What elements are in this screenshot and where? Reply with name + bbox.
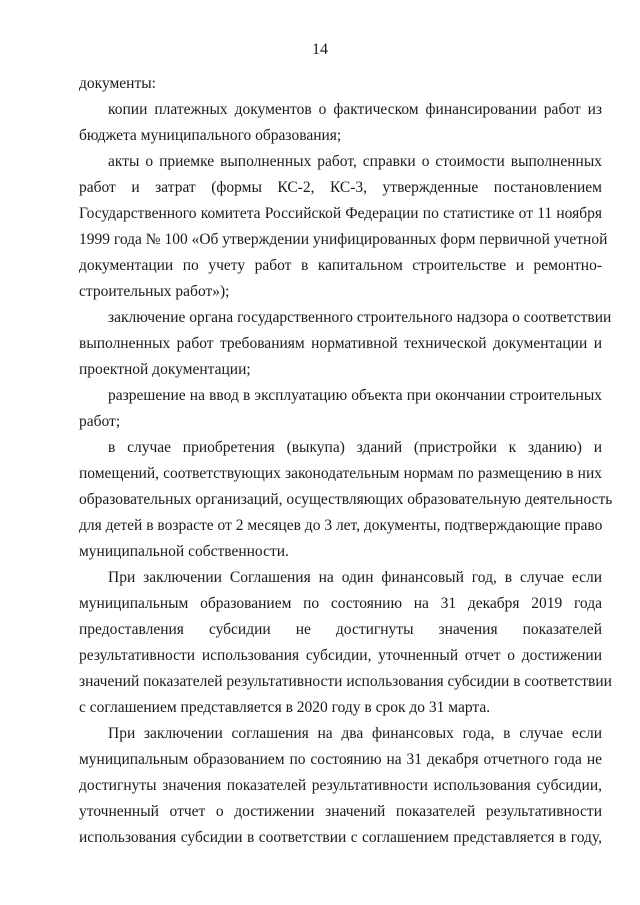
text-line: образовательных организаций, осуществляющих образовательную деятельность xyxy=(79,491,613,508)
text-line: При заключении Соглашения на один финансовый год, в случае если xyxy=(108,569,602,586)
text-line: помещений, соответствующих законодательным нормам по размещению в них xyxy=(79,465,602,482)
text-line: Государственного комитета Российской Федерации по статистике от 11 ноября xyxy=(79,205,602,222)
text-line: предоставления субсидии не достигнуты значения показателей xyxy=(79,621,602,638)
text-line: использования субсидии в соответствии с соглашением представляется в году, xyxy=(79,829,602,846)
text-line: акты о приемке выполненных работ, справки о стоимости выполненных xyxy=(108,153,602,170)
text-line: работ и затрат (формы КС-2, КС-3, утвержденные постановлением xyxy=(79,179,602,196)
text-line: муниципальным образованием по состоянию на 31 декабря отчетного года не xyxy=(79,751,602,768)
text-line: результативности использования субсидии, уточненный отчет о достижении xyxy=(79,647,602,664)
text-line: 1999 года № 100 «Об утверждении унифицированных форм первичной учетной xyxy=(79,231,608,248)
text-line: муниципальной собственности. xyxy=(79,543,289,560)
text-line: выполненных работ требованиям нормативной технической документации и xyxy=(79,335,602,352)
text-line: в случае приобретения (выкупа) зданий (пристройки к зданию) и xyxy=(108,439,602,456)
text-line: документы: xyxy=(79,75,156,92)
text-line: с соглашением представляется в 2020 году в срок до 31 марта. xyxy=(79,699,491,716)
text-line: заключение органа государственного строительного надзора о соответствии xyxy=(108,309,612,326)
page-number: 14 xyxy=(312,41,328,58)
text-line: проектной документации; xyxy=(79,361,251,378)
text-line: значений показателей результативности использования субсидии в соответствии xyxy=(79,673,612,690)
text-line: бюджета муниципального образования; xyxy=(79,127,342,144)
text-line: копии платежных документов о фактическом финансировании работ из xyxy=(108,101,602,118)
text-line: документации по учету работ в капитальном строительстве и ремонтно- xyxy=(79,257,602,274)
text-line: строительных работ»); xyxy=(79,283,230,300)
text-line: работ; xyxy=(79,413,121,430)
text-line: При заключении соглашения на два финансовых года, в случае если xyxy=(108,725,602,742)
text-line: разрешение на ввод в эксплуатацию объекта при окончании строительных xyxy=(108,387,602,404)
text-line: достигнуты значения показателей результативности использования субсидии, xyxy=(79,777,602,794)
text-line: муниципальным образованием по состоянию на 31 декабря 2019 года xyxy=(79,595,602,612)
text-line: для детей в возрасте от 2 месяцев до 3 лет, документы, подтверждающие право xyxy=(79,517,603,534)
text-line: уточненный отчет о достижении значений показателей результативности xyxy=(79,803,602,820)
